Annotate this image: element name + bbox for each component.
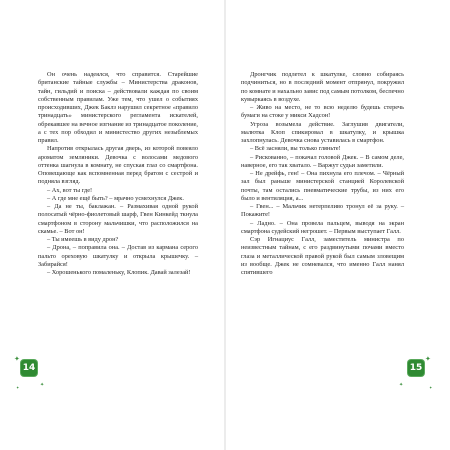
paragraph: – Гвен... – Мальчик нетерпеливо тронул её за руку. – Покажите! — [241, 203, 404, 219]
paragraph: – Ах, вот ты где! — [47, 186, 93, 194]
sparkle-icon: ✦ — [14, 355, 20, 363]
page-number-label: 14 — [22, 363, 36, 373]
page-number-left — [21, 360, 37, 376]
paragraph: Напротив открылась другая дверь, из которой повеяло ароматом земляники. Девочка с волосами медового оттенка шагнула в комнату, не спуская глаз со смартфона. Оповещающе как вспомненная перед братом с сестрой и подняла взгляд. — [38, 145, 198, 186]
paragraph: – Рискованно, – покачал головой Джек. – В самом деле, наверное, его так хватало. – Варжут судьи заметили. — [241, 153, 404, 169]
paragraph: – Хорошенького помаленьку, Клопик. Давай залезай! — [47, 269, 191, 276]
right-page-text — [241, 71, 404, 277]
right-page — [225, 0, 450, 450]
paragraph: – Ты имеешь в виду дрон? — [47, 236, 119, 243]
paragraph: Угроза возымела действие. Заглушив двигатели, малютка Клоп спикировал в шкатулку, и крышка захлопнулась. Девочка снова уставилась в смартфон. — [241, 120, 404, 144]
sparkle-icon: ✦ — [429, 385, 433, 390]
sparkle-icon: ✦ — [40, 382, 45, 388]
sparkle-icon: ✦ — [16, 385, 20, 390]
paragraph: – Ладно. – Она провела пальцем, выводя на экран смартфона судейский негрошет. – Первым выступает Галл. — [241, 219, 404, 235]
paragraph: – Живо на место, не то всю неделю будешь стеречь бумаги на стоке у микси Хадсон! — [241, 104, 404, 120]
paragraph: – Да не ты, баклажан. – Размахивая одной рукой полосатый чёрно-фиолетовый шарф, Гвен Кинкейд ткнула смартфоном в сторону мальчишки, что расположился на скамье. – Вот он! — [38, 203, 198, 235]
paragraph: Он очень надеялся, что справится. Старейшие британские тайные службы – Министерства драконов, тайн, гильдий и поиска – действовали каждая по своим собственным правилам. Уже тем, что ушел о событиях происходивших, Джек Баклз нарушил секретное «правило тринадцать» министерского регламента искателей, обрекавшее на вечное изгнание из тринадцатое поколение, а с тех пор обходил и министество других незыблемых правил. — [38, 71, 198, 144]
paragraph: – Дрона, – поправила она. – Достав из кармана серого пальто ореховую шкатулку и открыла крышечку. – Забирайся! — [38, 244, 198, 268]
page-number-label: 15 — [409, 363, 423, 373]
page-number-right — [408, 360, 424, 376]
sparkle-icon: ✦ — [425, 355, 431, 363]
sparkle-icon: ✦ — [399, 382, 404, 388]
paragraph: – А где мне ещё быть? – мрачно усмехнулся Джек. — [47, 194, 184, 202]
left-page-text — [38, 71, 198, 277]
paragraph: Сэр Игнациус Галл, заместитель министра по неизвестным тайнам, с его раздвинутыми почами вместо глаза и металлической правой рукой был самым зловещим из вообще. Джек не сомневался, что именно Галл нанял спятившего — [241, 236, 404, 276]
paragraph: – Всё засняли, вы только гляньте! — [250, 145, 341, 153]
paragraph: Дронгчик подлетел к шкатулке, словно собираясь подчиниться, но в последний момент отпрянул, покружил по комнате и нахально завис под самым потолком, беспечно кувыркаясь в воздухе. — [241, 71, 404, 103]
paragraph: – Не дрейфь, ген! – Она пихнула его плечом. – Чёрный зал был раньше министерской станцией Королевской почты, там остались пневматические трубы, из них его было и вентиляция, а... — [241, 170, 404, 202]
